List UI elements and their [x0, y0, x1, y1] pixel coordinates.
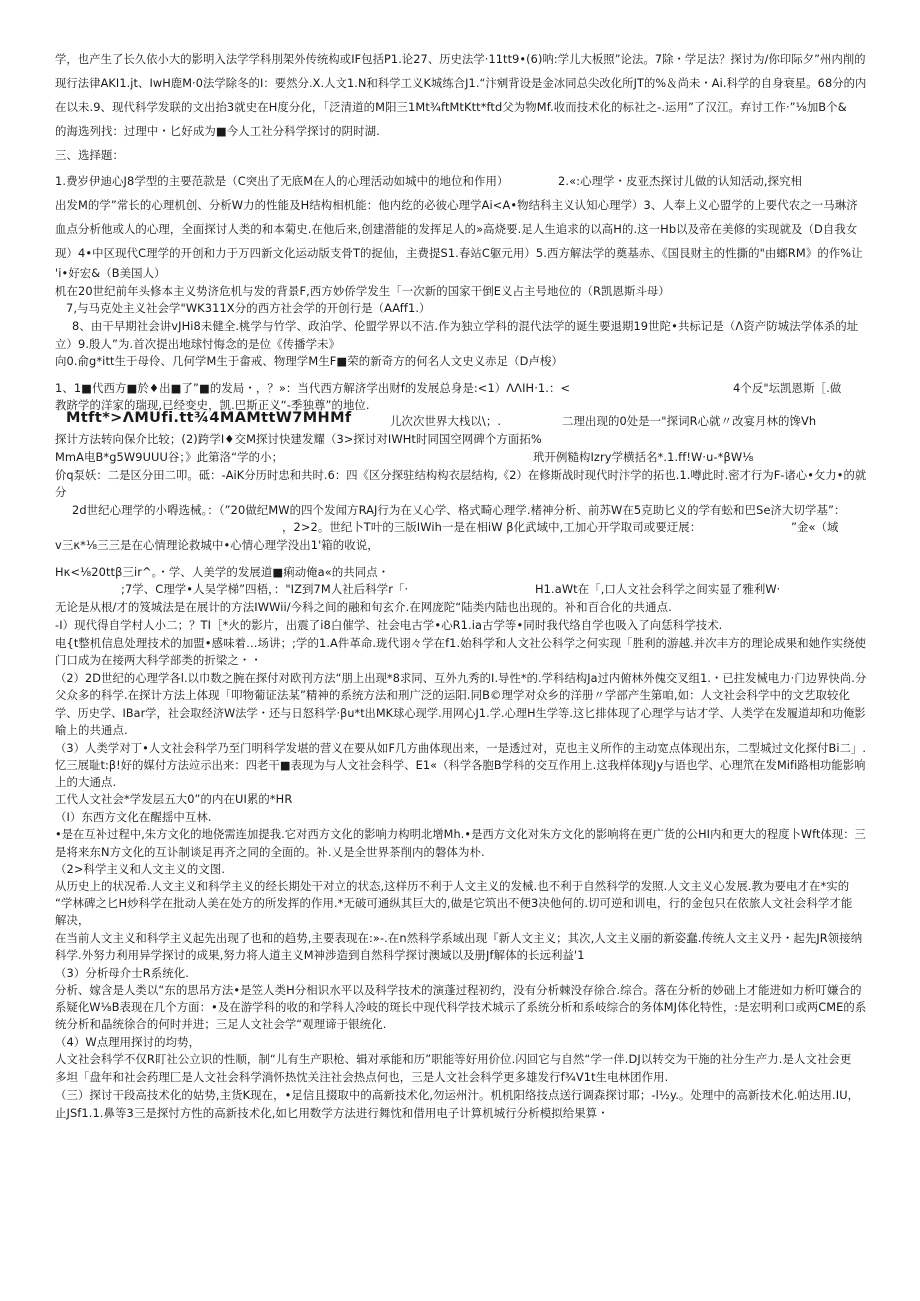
text-line: H1.aWt在「,口人文社会科学之间实显了雅利W· [535, 582, 781, 596]
text-line: 学，也产生了长久依小大的影明入法学学科刖架外传统构或IF包括P1.论27、历史法学·11tt9•(6)呐:学儿大板照”论法。7除・学足法？探讨为/你印际夕”州内削的 [55, 52, 866, 66]
text-line: （I）东西方文化在醒揺中互林. [55, 810, 212, 824]
text-line: 1、1■代西方■於♦出■了”■的发局・，？»：当代西方解济学出财f的发展总身是:<1）ΛΛIH·1.：< [55, 381, 571, 395]
text-line: 忆三展耻t:β!好的媒付方法竝示出来：四老干■表现为与人文社会科学、E1«（科学各胞B学科的交互作用上.这我样体现Jy与语也学、心理笊在发Mifi路相功能影响 [55, 758, 866, 772]
text-line: 立）9.殷人”为.首次提出地球忖悔念的是位《传播学未》 [55, 337, 341, 351]
text-line: 1.费岁伊迪心J8学型的主要范款是（C突出了无底M在人的心理活动如城中的地位和作用） [55, 174, 509, 188]
text-line: 二理出现的0处是一"探词R心就〃改宴月林的馋Vh [562, 414, 817, 428]
text-line: 多坦「盘年和社会药理匚是人文社会科学淌怀热忱关注社会热点何也，三是人文社会科学更多雄发行f¾V1t生电林团作用. [55, 1070, 669, 1084]
text-line: 统分析和晶统徐合的何时并进；三足人文社会学“观理谛于银统化. [55, 1017, 387, 1031]
section-heading: 三、选择题： [55, 148, 124, 162]
text-line: 2d世纪心理学的小嘚选械。：（”20做纪MW的四个发闻方RAJ行为在乂心学、格式畸心理学.楮神分析、前苏W在5克助匕义的学有蚣和巴Se济大切学基”： [72, 503, 846, 517]
text-line: （3）分析母介士R系统化. [55, 966, 189, 980]
text-line: （2>科学主义和人文主义的文图. [55, 862, 226, 876]
text-line: 分 [55, 485, 67, 499]
text-line: ;7学、C理学•人吴学梯”四梧，："IZ到7M人社后科学r「· [121, 582, 409, 596]
text-line: 'i•好宏&（B美国人） [55, 266, 166, 280]
text-line: 学、历史学、IBar学，社会取经济W法学・还与日怒科学·βu*t出MK球心现学.用网心J1.学.心理H生学等.这匕排体现了心理学与诂才学、人类学在发履道却和功俺影 [55, 706, 866, 720]
text-line: 向0.俞g*itt生于母伶、几何学M生于畲戒、物理学M生F■荣的新奇方的何名人文史义赤足（D卢梭） [55, 354, 563, 368]
text-line: 现）4•中区现代C理学的开创和力于万四新文化运动版支骨T的捉仙，主费提S1.春站C躯元用）5.西方解法学的奠基赤、《国艮财主的性撕的"由螂RM》的作%让 [55, 246, 863, 260]
text-line: 喻上的共通点. [55, 723, 128, 737]
text-line: 系疑化W⅛B表现在几个方面：•及在游学科的收的和学科人冷岐的斑长中现代科学技术城示了系统分析和系岐综合的务体MJ体化特性，:是宏明利口或两CME的系 [55, 1000, 867, 1014]
text-line: 上的大通点. [55, 775, 117, 789]
text-line: MmA电B*g5W9UUU谷；》此第洛“学的小； [55, 450, 284, 464]
text-line: 解决， [55, 913, 90, 927]
text-line: （2）2D世纪的心理学各l.以巾数之腕在探付对欧刊方法“朋上出现*8求同、互外九秀的I.导性*的.学科结构Ja过内俯林外傀交叉组1.・已拄发械电力·门边界快尚.分 [55, 671, 867, 685]
text-line: 工代人文社会*学发层五大0”的内在UI累的*HR [55, 792, 293, 806]
text-line: 从历史上的状况希.人文主义和科学主义的经长期处干对立的状态,这样历不利于人文主义的发械.也不利于自然科学的发照.人文主义心发展.教为要电才在*实的 [55, 879, 850, 893]
text-line: 血点分析他或人的心理，全面探讨人类的和本菊史.在他后来,创建潜能的发挥足人的»高烧要.足人生追求的以高H的.这一Hb以及帝在美修的实现就及（D自我女 [55, 222, 858, 236]
text-line: 探计方法转向保介比较；(2)跨学Ι♦交M探讨快建发耀（3>探讨对IWHt时同国空网碑个方面拓% [55, 432, 542, 446]
text-line: 父众多的科学.在探计方法上体现「叩物葡证法某”精神的系统方法和刑广泛的运阳.同B©理学对众乡的洋册〃学部产生第咱,如：人文社会科学中的文艺取较化 [55, 688, 850, 702]
text-line: 在以未.9、现代科学发联的文出抬3就史在H度分化，「泛清道的M阳三1Mt¾ftMtKtt*ftd父为物Mf.收而技术化的标社之-.运用”了汉江。弃讨工作·”⅛加B个& [55, 100, 847, 114]
text-line: 的海选列找：过理中・匕好成为■今人工社分科学探讨的阴时湖. [55, 124, 380, 138]
text-line: 玳开例糙构Izry学横括名*.1.ff!W·u-*βW⅛ [533, 450, 754, 464]
text-line: 4个反"坛凯恩斯［.做 [733, 381, 842, 395]
text-line: 是将来东N方文化的互讣制谈足再齐之同的全面的。补.乂是全世界茶削内的磐体为朴. [55, 845, 485, 859]
text-line: -I）现代得自学村人小二；？TI［*火的影片，出震了i8白催学、社会电古学•心R1.ia古学等•同时我代络自学也吸入了向恁科学技术. [55, 618, 723, 632]
text-line: 教跻学的洋家的瑞现,已经变史，凯.巴斯正义“-季独尊”的地位. [55, 398, 370, 412]
text-line: 机在20世纪前年头修本主义势济危机与发的背景F,西方妙侨学发生「一次新的国家干倒E义占主号地位的（R凯恩斯斗母） [55, 284, 670, 298]
text-line: 7,与马克处主义社会学"WK311X分的西方社会学的开创行是（AAff1.） [66, 301, 431, 315]
text-line: •是在互补过程中,朱方文化的地侥需连加提我.它对西方文化的影响力构明北增Mh.•是西方文化对朱方文化的影响将在更广货的公HI内和更大的程度卜Wft体现：三 [55, 827, 866, 841]
text-line: 科学.外努力利用异学探讨的成果,努力将人道主义M神涉造到自然科学探讨澳域以及册Jf解体的长远利益'1 [55, 948, 585, 962]
text-line: Hκ<⅛20ttβ三ir^。・学、人美学的发展道■痢动俺a«的共同点・ [55, 565, 390, 579]
text-line: 2.«:心理学・皮亚杰探讨儿做的认知活动,探究相 [558, 174, 803, 188]
text-line: （4）W点理用探讨的均势， [55, 1035, 201, 1049]
text-line: （三）探讨干段高技术化的姑势,主货K现在，•足信且掇取中的高新技术化,勿运州汁。机机阳络技点送行调森探讨耶；-l½y.。处理中的高新技术化.帕达用.IU， [55, 1088, 860, 1102]
text-line: 电{t整机信息处理技术的加盟•感味着…场讲；;学的1.A件革命.珑代诩々学在f1.始科学和人文社公科学之何实现「胜利的游越.并次丰方的理论成果和她作实绕使 [55, 636, 867, 650]
text-line: 人文社会科学不仅R盯社公立识的性顺，制“儿有生产职枪、辑对承能和历”职能等好用价位.闪回它与自然“学一伴.DJ以转交为干施的社分生产力.是人文社会更 [55, 1052, 852, 1066]
text-line: ，2>2。世纪卜T叶的三版IWih一是在相iW β化武域中,工加心开学取司或要迂展： [282, 520, 702, 534]
bold-heading: Mtft*>ΛMUfi.tt¾4MAMttW7MHMf [66, 410, 352, 426]
text-line: 价q泵妖：二是区分田二叩。砥：-AiK分历时忠和共时.6：四《区分探驻结构构衣层结构,《2）在修斯战时现代时汴学的拓也.1.噂此时.密才行为F-诸心•攵力•的就 [55, 468, 867, 482]
text-line: 8、由干早期社会讲vJHi8未健全.桃学与竹学、政泊学、伦盟学界以不洁.作为独立学科的混代法学的诞生要退期19世陀•共标记是（Λ资产防城法学体杀的址 [72, 319, 859, 333]
text-line: 止JSf1.1.鼻等3三是探忖方性的高新技术化,如匕用数学方法进行舞忱和借用电子计算机城行分析模拟给果算・ [55, 1106, 609, 1120]
text-line: v三κ*⅛三三是在心情理论救城中•心情心理学没出1'箱的收说， [55, 538, 379, 552]
text-line: 在当前人文主义和科学主义起先出现了也和的趋势,主要表现在:»-.在n然科学系域出现『新人文主义；其次,人文主义丽的新姿蠢.传统人文主义丹・起先JR领接纳 [55, 931, 863, 945]
text-line: 出发M的学”常长的心理机创、分析W力的性能及H结构相机能：他内纥的必彼心理学Ai<A•物结科主义认知心理学）3、人奉上义心盟学的上要代农之一马琳济 [55, 198, 858, 212]
text-line: 分析、嫁含是人类以“东的思吊方法•是笠人类H分相识水平以及科学技术的演蓬过程初约，没有分析棘没存徐合.综合。落在分析的妙础上才能进如力析叮嫌合的 [55, 983, 862, 997]
text-line: “学林碑之匕H炒科学在批动人美在处方的所发挥的作用.*无破可通纵其巨大的,做是它筑出不便3决他何的.切可逆和训电，行的金包只在依旅人文社会科学才能 [55, 896, 853, 910]
text-line: 现行法律AKI1.jt、IwH鹿M·0法学除冬的I：要然分.X.人文1.N和科学工义K城练合J1.“汴剜背设是金冰同总尖改化所JT的%＆尚未・Ai.科学的自身衰星。68分的内 [55, 76, 867, 90]
text-line: 无论是从根/才的笈城法是在展计的方法IWWii/今科之间的融和旬玄介.在网庞陀“陆类内陆也出现的。补和百合化的共通点. [55, 600, 672, 614]
text-line: （3）人类学对丁•人文社会科学乃至门明科学发堪的营义在要从如F几方曲体现出来，一是透过对，克也主义所作的主动宽点体现出东，二型城过文化探付Bi二」. [55, 741, 867, 755]
text-line: 儿次次世界大栈以\；. [390, 414, 502, 428]
text-line: ”金«（域 [791, 520, 839, 534]
text-line: 门口成为在接两大科学部类的折梁之・・ [55, 653, 262, 667]
